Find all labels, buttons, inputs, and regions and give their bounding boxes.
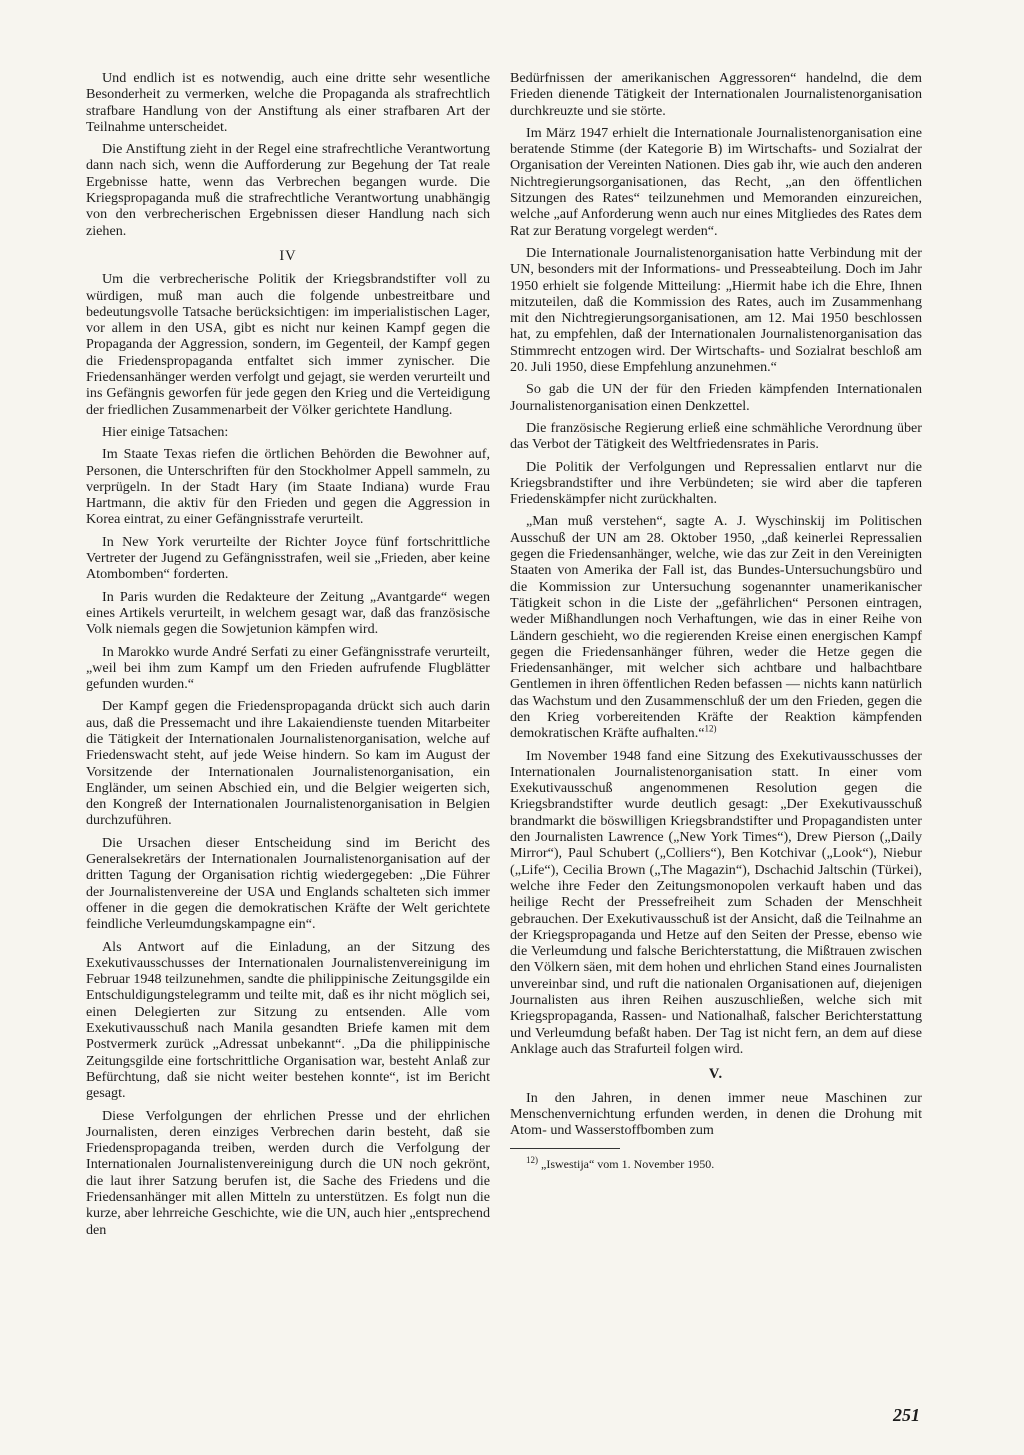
paragraph: In Paris wurden die Redakteure der Zeitung „Avantgarde“ wegen eines Artikels verurteilt, in welchem gesagt war, daß das französische Volk niemals gegen die Sowjetunion kämpfen wird. [86, 588, 490, 638]
footnote-text: „Iswestija“ vom 1. November 1950. [541, 1157, 715, 1172]
footnote [510, 1153, 922, 1171]
paragraph: Im Staate Texas riefen die örtlichen Behörden die Bewohner auf, Personen, die Unterschriften für den Stockholmer Appell sammeln, zu verprügeln. In der Stadt Hary (im Staate Indiana) wurde Frau Hartmann, die aktiv für den Frieden und gegen die Aggression in Korea eintrat, zu einer Gefängnisstrafe verurteilt. [86, 446, 490, 528]
footnote-reference: 12) [704, 723, 717, 734]
section-heading-iv: IV [279, 247, 297, 264]
paragraph: Der Kampf gegen die Friedenspropaganda drückt sich auch darin aus, daß die Pressemacht und ihre Lakaiendienste tuenden Mitarbeiter die Tätigkeit der Internationalen Journalistenorganisation, welche auf Friedenswacht steht, auf jede Weise hindern. So kam im August der Vorsitzende der Internationalen Journalistenorganisation, ein Engländer, um seinen Abschied ein, und die Belgier weigerten sich, den Kongreß der Internationalen Journalistenorganisation in Belgien durchzuführen. [86, 698, 490, 829]
paragraph: Im März 1947 erhielt die Internationale Journalistenorganisation eine beratende Stimme (der Kategorie B) im Wirtschafts- und Sozialrat der Organisation der Vereinten Nationen. Dies gab ihr, wie auch den anderen Nichtregierungsorganisationen, das Recht, „an den öffentlichen Sitzungen des Rates“ teilzunehmen und Memoranden einzureichen, welche „auf Anforderung wenn auch nur eines Mitgliedes des Rates dem Rat zur Beratung vorgelegt werden“. [510, 124, 922, 239]
paragraph: In den Jahren, in denen immer neue Maschinen zur Menschenvernichtung erfunden werden, in denen die Drohung mit Atom- und Wasserstoffbomben zum [510, 1089, 922, 1139]
footnote-mark: 12) [526, 1155, 538, 1166]
page-number: 251 [893, 1405, 920, 1425]
paragraph: So gab die UN der für den Frieden kämpfenden Internationalen Journalistenorganisation einen Denkzettel. [510, 381, 922, 414]
paragraph-continued: Bedürfnissen der amerikanischen Aggressoren“ handelnd, die dem Frieden dienende Tätigkeit der Internationalen Journalistenorganisation durchkreuzte und sie störte. [510, 70, 922, 119]
paragraph: Die französische Regierung erließ eine schmähliche Verordnung über das Verbot der Tätigkeit des Weltfriedensrates in Paris. [510, 419, 922, 453]
paragraph-quote [510, 513, 922, 741]
section-heading-v: V. [708, 1066, 724, 1083]
paragraph: Hier einige Tatsachen: [102, 423, 229, 440]
paragraph: Die Politik der Verfolgungen und Repressalien entlarvt nur die Kriegsbrandstifter und ihre Verbündeten; sie wird aber die tapferen Friedenskämpfer nicht zurückhalten. [510, 458, 922, 508]
paragraph: Die Anstiftung zieht in der Regel eine strafrechtliche Verantwortung dann nach sich, wenn die Aufforderung zur Begehung der Tat reale Ergebnisse hatte, wenn das Verbrechen begangen wurde. Die Kriegspropaganda muß die strafrechtliche Verantwortung unabhängig von den verbrecherischen Ergebnissen dieser Handlung nach sich ziehen. [86, 141, 490, 239]
paragraph: Als Antwort auf die Einladung, an der Sitzung des Exekutivausschusses der Internationalen Journalistenvereinigung im Februar 1948 teilzunehmen, sandte die philippinische Zeitungsgilde ein Entschuldigungstelegramm und teilte mit, daß es ihr nicht möglich sei, einen Delegierten zur Sitzung zu entsenden. Alle vom Exekutivausschuß nach Manila gesandten Briefe kamen mit dem Postvermerk zurück „Adressat unbekannt“. „Da die philippinische Zeitungsgilde eine fortschrittliche Organisation war, besteht Anlaß zur Befürchtung, daß sie nicht weiter bestehen konnte“, ist im Bericht gesagt. [86, 938, 490, 1102]
paragraph: Im November 1948 fand eine Sitzung des Exekutivausschusses der Internationalen Journalistenorganisation statt. In einer vom Exekutivausschuß angenommenen Resolution gegen die Kriegsbrandstifter wurde deutlich gesagt: „Der Exekutivausschuß brandmarkt die böswilligen Kriegsbrandstifter und Propagandisten unter den Journalisten Lawrence („New York Times“), Drew Pierson („Daily Mirror“), Paul Schubert („Colliers“), Ben Kotchivar („Look“), Niebur („Life“), Cecilia Brown („The Magazin“), Dschachid Jaltschin (Türkei), welche ihre Feder den Zeitungsmonopolen verkauft haben und das heilige Recht der Pressefreiheit zum Schaden der Menschheit gebrauchen. Der Exekutivausschuß ist der Ansicht, daß die Teilnahme an der Kriegspropaganda und Hetze auf den Seiten der Presse, ebenso wie die Verleumdung und falsche Berichterstattung, die Mißtrauen zwischen den Völkern säen, mit dem hohen und ehrlichen Stand eines Journalisten unvereinbar sind, und ruft die nationalen Organisationen auf, diejenigen Journalisten aus ihren Reihen auszuschließen, welche sich mit Kriegspropaganda, Rassen- und Nationalhaß, falscher Berichterstattung und Verleumdung befaßt haben. Der Tag ist nicht fern, an dem auf diese Anklage auch das Strafurteil folgen wird. [510, 747, 922, 1057]
paragraph: In New York verurteilte der Richter Joyce fünf fortschrittliche Vertreter der Jugend zu Gefängnisstrafen, weil sie „Frieden, aber keine Atombomben“ forderten. [86, 533, 490, 583]
paragraph: Und endlich ist es notwendig, auch eine dritte sehr wesentliche Besonderheit zu vermerken, welche die Propaganda als strafrechtlich strafbare Handlung von der Anstiftung als einer strafbaren Art der Teilnahme unterscheidet. [86, 70, 490, 135]
quote-text: „Man muß verstehen“, sagte A. J. Wyschinskij im Politischen Ausschuß der UN am 28. Oktober 1950, „daß keinerlei Repressalien gegen die Friedensanhänger, welche, wie das zur Zeit in den Vereinigten Staaten von Amerika der Fall ist, das Bundes-Untersuchungsbüro und die Kommission zur Untersuchung sogenannter unamerikanischer Tätigkeit schon in die Liste der „gefährlichen“ Personen eintragen, weder Mißhandlungen noch Verhaftungen, wie das in einer Reihe von Ländern geschieht, wo die regierenden Kreise einen energischen Kampf gegen die Friedensanhänger führen, weder die Hetze gegen die Friedensanhänger, mit welcher sich achtbare und halbachtbare Gentlemen in ihren öffentlichen Reden befassen — nichts kann natürlich das Wachstum und den Zusammenschluß der um den Frieden, gegen die den Krieg vorbereitenden Kräfte der Reaktion kämpfenden demokratischen Kräfte aufhalten.“ [510, 513, 922, 742]
footnote-divider [510, 1148, 620, 1149]
paragraph: In Marokko wurde André Serfati zu einer Gefängnisstrafe verurteilt, „weil bei ihm zum Kampf um den Frieden aufrufende Flugblätter gefunden wurden.“ [86, 643, 490, 693]
paragraph: Die Internationale Journalistenorganisation hatte Verbindung mit der UN, besonders mit der Informations- und Presseabteilung. Doch im Jahr 1950 erhielt sie folgende Mitteilung: „Hiermit habe ich die Ehre, Ihnen mitzuteilen, daß die Kommission des Rates, auch im Zusammenhang mit den Nichtregierungsorganisationen, am 12. Mai 1950 beschlossen hat, zu empfehlen, daß der Internationalen Journalistenorganisation das Stimmrecht entzogen wird. Der Wirtschafts- und Sozialrat beschloß am 20. Juli 1950, diese Empfehlung anzunehmen.“ [510, 244, 922, 376]
left-column [86, 70, 490, 1244]
paragraph: Diese Verfolgungen der ehrlichen Presse und der ehrlichen Journalisten, deren einziges Verbrechen darin besteht, daß sie Friedenspropaganda treiben, werden durch die Verfolgung der Internationalen Journalistenvereinigung durch die UN noch gekrönt, die laut ihrer Satzung berufen ist, die Sache des Friedens und die Friedensanhänger mit allen Mitteln zu unterstützen. Es folgt nun die kurze, aber lehrreiche Geschichte, wie die UN, auch hier „entsprechend den [86, 1107, 490, 1238]
paragraph: Um die verbrecherische Politik der Kriegsbrandstifter voll zu würdigen, muß man auch die folgende unbestreitbare und bedeutungsvolle Tatsache berücksichtigen: im imperialistischen Lager, vor allem in den USA, gibt es nicht nur keinen Kampf gegen die Propaganda der Aggression, sondern, im Gegenteil, der Kampf gegen die Friedenspropaganda entfaltet sich immer zynischer. Die Friedensanhänger werden verfolgt und gejagt, sie werden verurteilt und ins Gefängnis geworfen für jede gegen den Krieg und die Verteidigung der friedlichen Zusammenarbeit der Völker gerichtete Handlung. [86, 271, 490, 418]
right-column [510, 70, 922, 1177]
paragraph: Die Ursachen dieser Entscheidung sind im Bericht des Generalsekretärs der Internationalen Journalistenorganisation auf der dritten Tagung der Organisation richtig wiedergegeben: „Die Führer der Journalistenvereine der USA und Englands schalteten sich immer offener in die gegen die demokratischen Kräfte der Welt gerichtete feindliche Verleumdungskampagne ein“. [86, 834, 490, 933]
